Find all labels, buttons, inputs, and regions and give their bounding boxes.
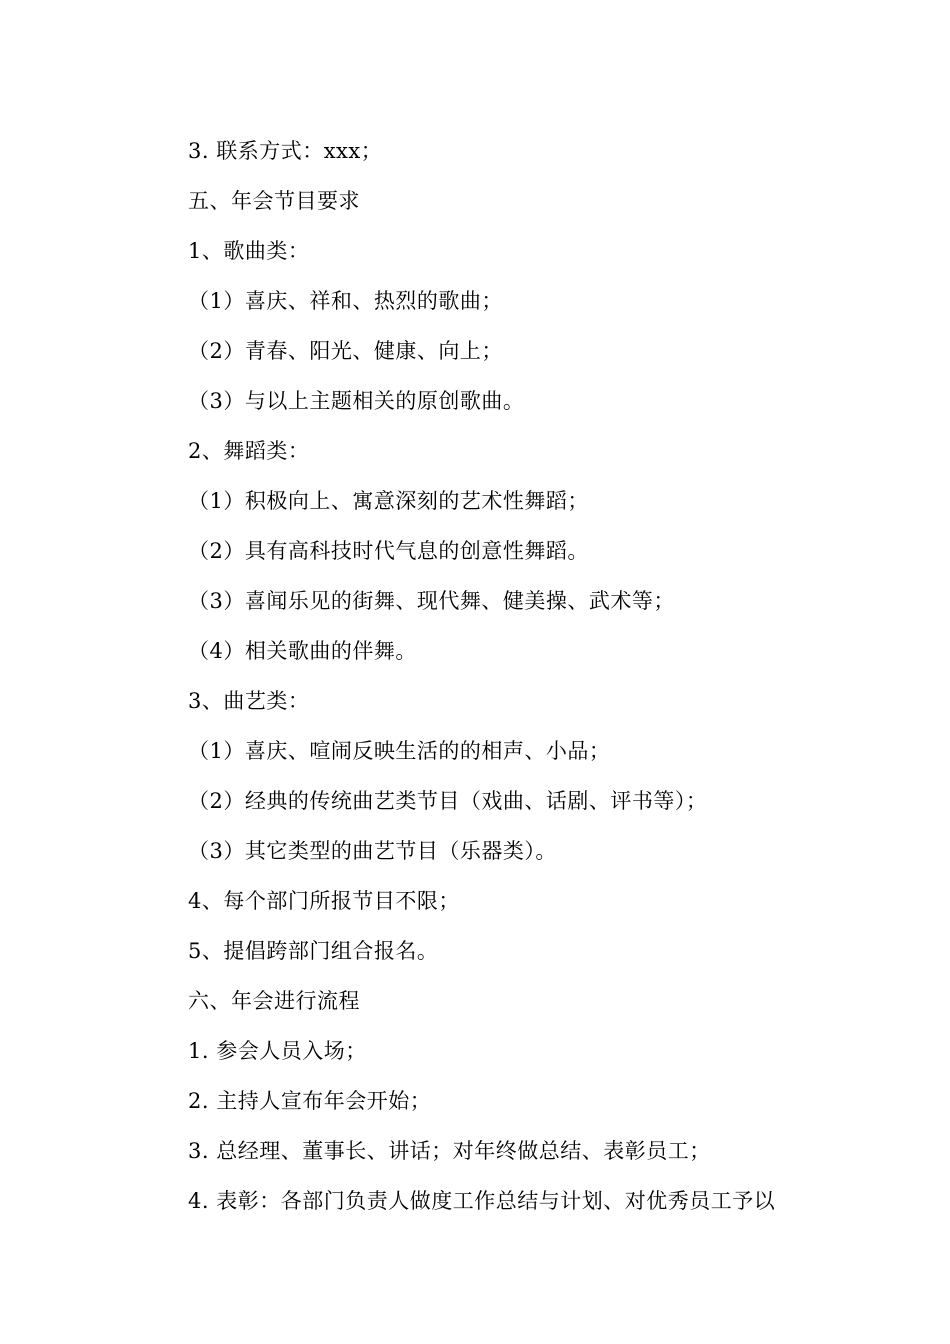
section-heading-process: 六、年会进行流程 <box>188 989 360 1013</box>
subheading-songs: 1、歌曲类： <box>188 239 310 263</box>
process-step-3: 3. 总经理、董事长、讲话；对年终做总结、表彰员工； <box>188 1139 711 1163</box>
subheading-folk-arts: 3、曲艺类： <box>188 689 310 713</box>
folk-arts-item-3: （3）其它类型的曲艺节目（乐器类）。 <box>188 839 557 863</box>
process-step-1: 1. 参会人员入场； <box>188 1039 367 1063</box>
folk-arts-item-1: （1）喜庆、喧闹反映生活的的相声、小品； <box>188 739 611 763</box>
dance-item-2: （2）具有高科技时代气息的创意性舞蹈。 <box>188 539 589 563</box>
rule-item-5: 5、提倡跨部门组合报名。 <box>188 939 439 963</box>
rule-item-4: 4、每个部门所报节目不限； <box>188 889 460 913</box>
document-body <box>188 133 888 1233</box>
dance-item-1: （1）积极向上、寓意深刻的艺术性舞蹈； <box>188 489 589 513</box>
songs-item-1: （1）喜庆、祥和、热烈的歌曲； <box>188 289 503 313</box>
subheading-dance: 2、舞蹈类： <box>188 439 310 463</box>
dance-item-4: （4）相关歌曲的伴舞。 <box>188 639 417 663</box>
contact-info-line: 3. 联系方式：xxx； <box>188 139 383 163</box>
section-heading-program-requirements: 五、年会节目要求 <box>188 189 360 213</box>
process-step-4: 4. 表彰：各部门负责人做度工作总结与计划、对优秀员工予以 <box>188 1189 776 1213</box>
dance-item-3: （3）喜闻乐见的街舞、现代舞、健美操、武术等； <box>188 589 675 613</box>
process-step-2: 2. 主持人宣布年会开始； <box>188 1089 432 1113</box>
songs-item-3: （3）与以上主题相关的原创歌曲。 <box>188 389 525 413</box>
folk-arts-item-2: （2）经典的传统曲艺类节目（戏曲、话剧、评书等）； <box>188 789 708 813</box>
songs-item-2: （2）青春、阳光、健康、向上； <box>188 339 503 363</box>
